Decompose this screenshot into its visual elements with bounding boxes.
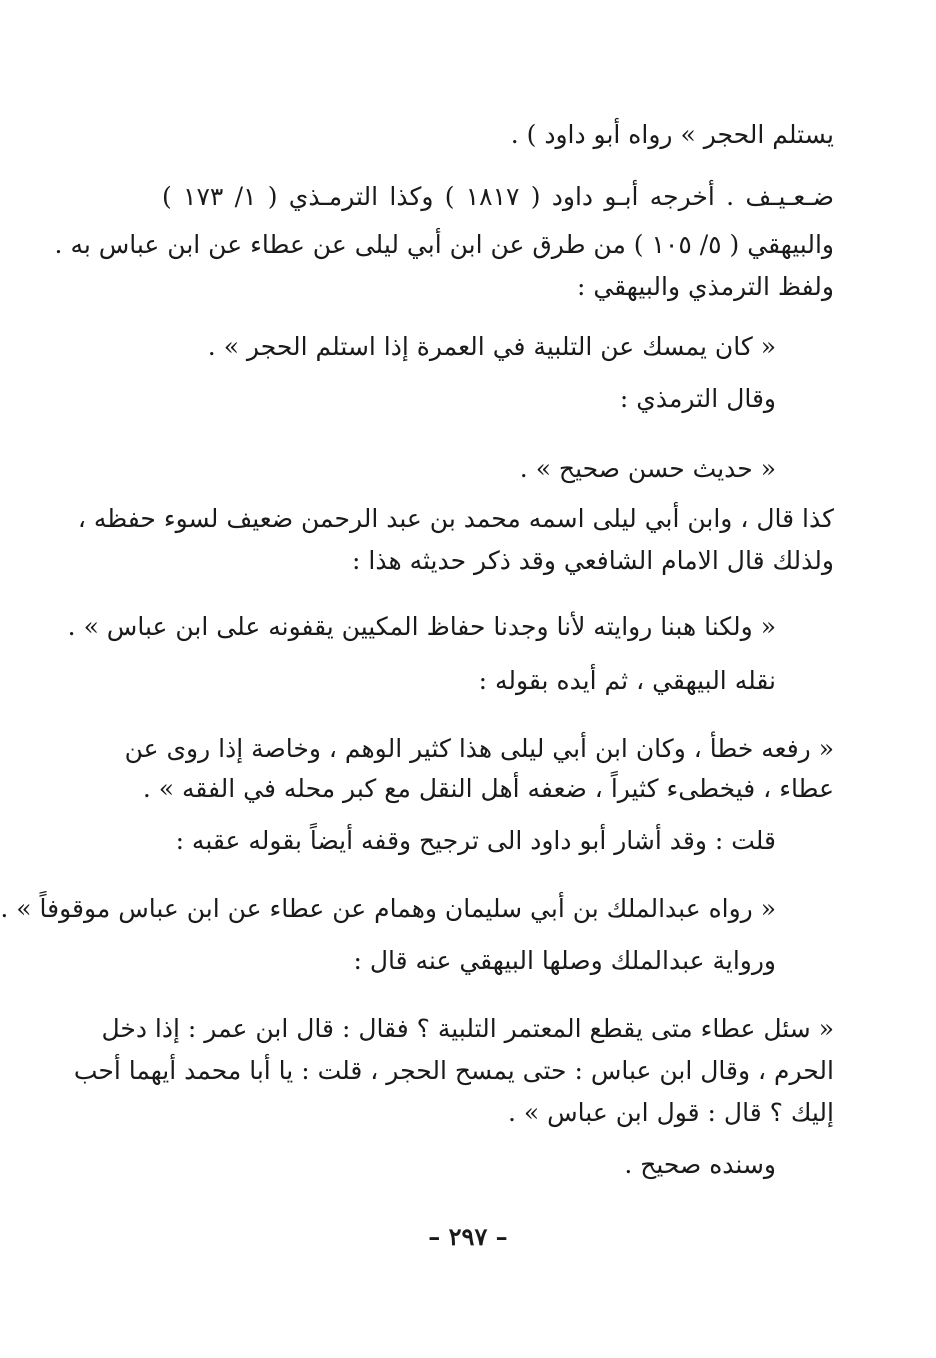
text-line-1: يستلم الحجر » رواه أبو داود ) . bbox=[510, 120, 834, 149]
quote-line-6: « رواه عبدالملك بن أبي سليمان وهمام عن عطاء عن ابن عباس موقوفاً » . bbox=[0, 894, 776, 923]
text-line-6: كذا قال ، وابن أبي ليلى اسمه محمد بن عبد الرحمن ضعيف لسوء حفظه ، bbox=[77, 504, 834, 533]
quote-line-9: إليك ؟ قال : قول ابن عباس » . bbox=[508, 1098, 834, 1127]
text-line-2: ضـعـيـف . أخرجه أبـو داود ( ١٨١٧ ) وكذا الترمـذي ( ١/ ١٧٣ ) bbox=[162, 182, 835, 211]
text-line-8: نقله البيهقي ، ثم أيده بقوله : bbox=[478, 666, 776, 695]
quote-line-3: « ولكنا هبنا روايته لأنا وجدنا حفاظ المكيين يقفونه على ابن عباس » . bbox=[67, 612, 776, 641]
quote-line-2: « حديث حسن صحيح » . bbox=[519, 454, 776, 483]
text-line-9: قلت : وقد أشار أبو داود الى ترجيح وقفه أيضاً بقوله عقبه : bbox=[175, 826, 776, 855]
text-line-10: ورواية عبدالملك وصلها البيهقي عنه قال : bbox=[353, 946, 776, 975]
text-line-5: وقال الترمذي : bbox=[619, 384, 776, 413]
text-line-7: ولذلك قال الامام الشافعي وقد ذكر حديثه هذا : bbox=[352, 546, 834, 575]
quote-line-4: « رفعه خطأ ، وكان ابن أبي ليلى هذا كثير الوهم ، وخاصة إذا روى عن bbox=[124, 734, 834, 763]
quote-line-1: « كان يمسك عن التلبية في العمرة إذا استلم الحجر » . bbox=[207, 332, 776, 361]
text-line-11: وسنده صحيح . bbox=[624, 1150, 776, 1179]
page-number: – ٢٩٧ – bbox=[428, 1222, 508, 1251]
text-line-4: ولفظ الترمذي والبيهقي : bbox=[576, 272, 834, 301]
text-line-3: والبيهقي ( ٥/ ١٠٥ ) من طرق عن ابن أبي ليلى عن عطاء عن ابن عباس به . bbox=[54, 230, 834, 259]
quote-line-7: « سئل عطاء متى يقطع المعتمر التلبية ؟ فقال : قال ابن عمر : إذا دخل bbox=[101, 1014, 834, 1043]
quote-line-5: عطاء ، فيخطىء كثيراً ، ضعفه أهل النقل مع كبر محله في الفقه » . bbox=[142, 774, 834, 803]
quote-line-8: الحرم ، وقال ابن عباس : حتى يمسح الحجر ، قلت : يا أبا محمد أيهما أحب bbox=[73, 1056, 834, 1085]
